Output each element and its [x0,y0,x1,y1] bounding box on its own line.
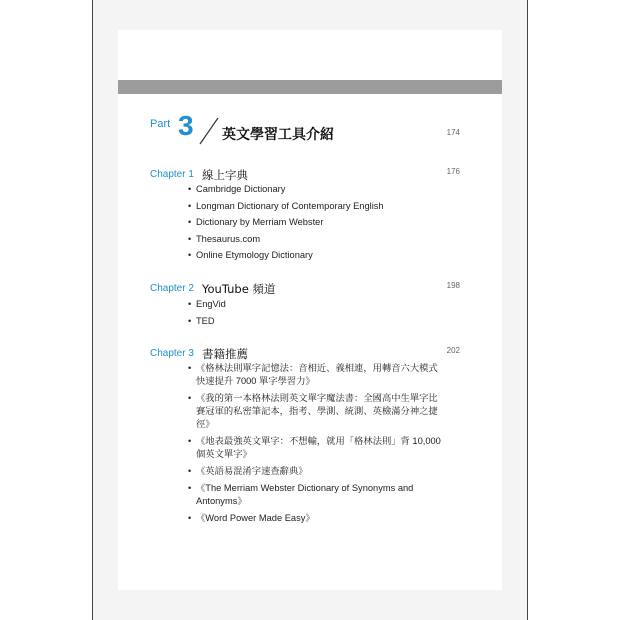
part-number: 3 [178,110,194,141]
list-item: • Online Etymology Dictionary [188,247,384,264]
chapter-3-heading [150,343,480,362]
chapter-label: Chapter 1 [150,169,194,180]
chapter-3-page-number: 202 [446,346,460,355]
slash-divider [198,116,220,146]
chapter-2-page-number: 198 [446,281,460,290]
book-page [118,30,502,590]
chapter-title: YouTube 頻道 [202,281,276,296]
list-item: • EngVid [188,296,226,313]
list-item: • Thesaurus.com [188,231,384,248]
list-item: • 《格林法則單字記憶法：音相近、義相連，用轉音六大模式快速提升 7000 單字學習力》 [188,362,446,388]
list-item: • Longman Dictionary of Contemporary English [188,198,384,215]
list-item: • 《我的第一本格林法則英文單字魔法書：全國高中生單字比賽冠軍的私密筆記本，指考、學測、統測、英檢滿分神之捷徑》 [188,392,446,431]
header-bar [118,80,502,94]
list-item: • TED [188,313,226,330]
chapter-title: 線上字典 [202,167,249,182]
list-item: • Cambridge Dictionary [188,181,384,198]
part-label: Part [150,118,171,130]
chapter-2-list [188,296,226,329]
chapter-1-page-number: 176 [446,167,460,176]
chapter-title: 書籍推薦 [202,346,249,361]
list-item: • 《Word Power Made Easy》 [188,512,446,525]
chapter-1-list [188,181,384,264]
list-item: • Dictionary by Merriam Webster [188,214,384,231]
part-title: 英文學習工具介紹 [222,127,334,143]
chapter-3-list [188,362,446,529]
list-item: • 《地表最強英文單字：不想輸，就用「格林法則」背 10,000 個英文單字》 [188,435,446,461]
chapter-label: Chapter 3 [150,348,194,359]
chapter-2-heading [150,278,480,297]
part-page-number: 174 [446,128,460,137]
chapter-label: Chapter 2 [150,283,194,294]
list-item: • 《英語易混淆字速查辭典》 [188,465,446,478]
list-item: • 《The Merriam Webster Dictionary of Synonyms and Antonyms》 [188,482,446,508]
